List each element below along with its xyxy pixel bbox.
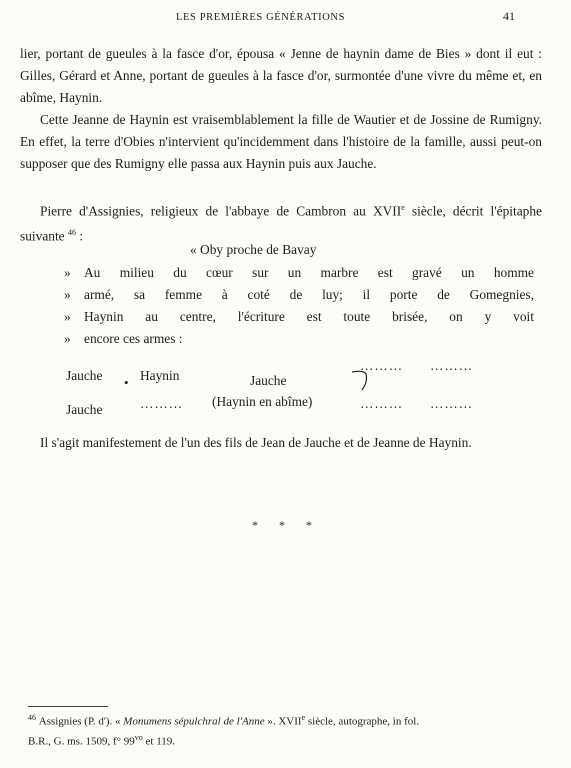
century-superscript: e (401, 203, 405, 212)
arms-dots: ……… (430, 396, 474, 411)
arms-jauche-center: Jauche (250, 373, 287, 388)
paragraph-1-text: lier, portant de gueules à la fasce d'or, épousa « Jenne de haynin dame de Bies » dont il eut : Gilles, Gérard et Anne, portant de gueules à la fasce d'or, surmontée d'une vivre du même et, en abîme, Haynin. (20, 46, 542, 105)
quote-line (64, 328, 534, 350)
footnote-superscript: e (301, 713, 306, 722)
footnote-text-b: ». XVII (264, 715, 302, 728)
paragraph-4 (20, 432, 542, 454)
quote-mark: » (64, 287, 71, 302)
quote-line-text: encore ces armes : (84, 331, 183, 346)
paragraph-4-text: Il s'agit manifestement de l'un des fils de Jean de Jauche et de Jeanne de Haynin. (40, 435, 472, 450)
arms-dots: ……… (360, 358, 404, 373)
quote-mark: » (64, 309, 71, 324)
footnote-line-1 (28, 710, 538, 730)
paragraph-3-colon: : (75, 228, 84, 244)
paragraph-2 (20, 109, 542, 175)
arms-dots: ……… (430, 358, 474, 373)
quote-title: « Oby proche de Bavay (190, 242, 317, 257)
page-number: 41 (503, 9, 515, 23)
footnote-verso: vo (134, 732, 143, 742)
arms-haynin-en-abime: (Haynin en abîme) (212, 394, 313, 409)
arms-jauche-top-left: Jauche (66, 368, 103, 383)
arms-haynin-top: Haynin (140, 368, 180, 383)
arms-dots: ……… (140, 396, 184, 411)
footnote-line-2 (28, 730, 538, 750)
paragraph-1 (20, 43, 542, 109)
footnote-text-c: siècle, autographe, in fol. (305, 715, 420, 728)
paragraph-3 (20, 197, 542, 248)
paragraph-3-text (20, 197, 542, 248)
quote-line-text: armé, sa femme à coté de luy; il porte de Gomegnies, (84, 287, 534, 302)
footnote-line-2-end: et 119. (142, 735, 176, 748)
arms-jauche-bottom-left: Jauche (66, 402, 103, 417)
footnote-reference: 46 (67, 228, 76, 238)
footnote-line-2-text: B.R., G. ms. 1509, f° 99 (28, 735, 135, 748)
quote-line (64, 284, 534, 306)
quote-line (64, 306, 534, 328)
paragraph-2-text: Cette Jeanne de Haynin est vraisemblablement la fille de Wautier et de Jossine de Rumigny. En effet, la terre d'Obies n'intervient qu'incidemment dans l'histoire de la famille, aussi peut-on supposer que des Rumigny elle passa aux Haynin puis aux Jauche. (20, 112, 542, 171)
quote-mark: » (64, 265, 71, 280)
paragraph-3-main: Pierre d'Assignies, religieux de l'abbaye de Cambron au XVII (40, 203, 402, 219)
paragraph-3-end: siècle, décrit l'épitaphe suivante (20, 203, 542, 244)
running-head: LES PREMIÈRES GÉNÉRATIONS (176, 12, 346, 23)
epitaph-quote (64, 262, 534, 350)
section-separator: * * * (252, 518, 321, 532)
quote-line-text: Haynin au centre, l'écriture est toute brisée, on y voit (84, 309, 534, 324)
footnote-number: 46 (28, 713, 36, 722)
quote-mark: » (64, 331, 71, 346)
footnote (28, 710, 538, 749)
footnote-title: Monumens sépulchral de l'Anne (123, 715, 265, 728)
arms-dots: ……… (360, 396, 404, 411)
arms-dot: • (124, 375, 129, 390)
quote-line (64, 262, 534, 284)
quote-line-text: Au milieu du cœur sur un marbre est gravé un homme (84, 265, 534, 280)
footnote-text-a: Assignies (P. d'). « (38, 715, 124, 728)
footnote-rule (28, 706, 108, 707)
